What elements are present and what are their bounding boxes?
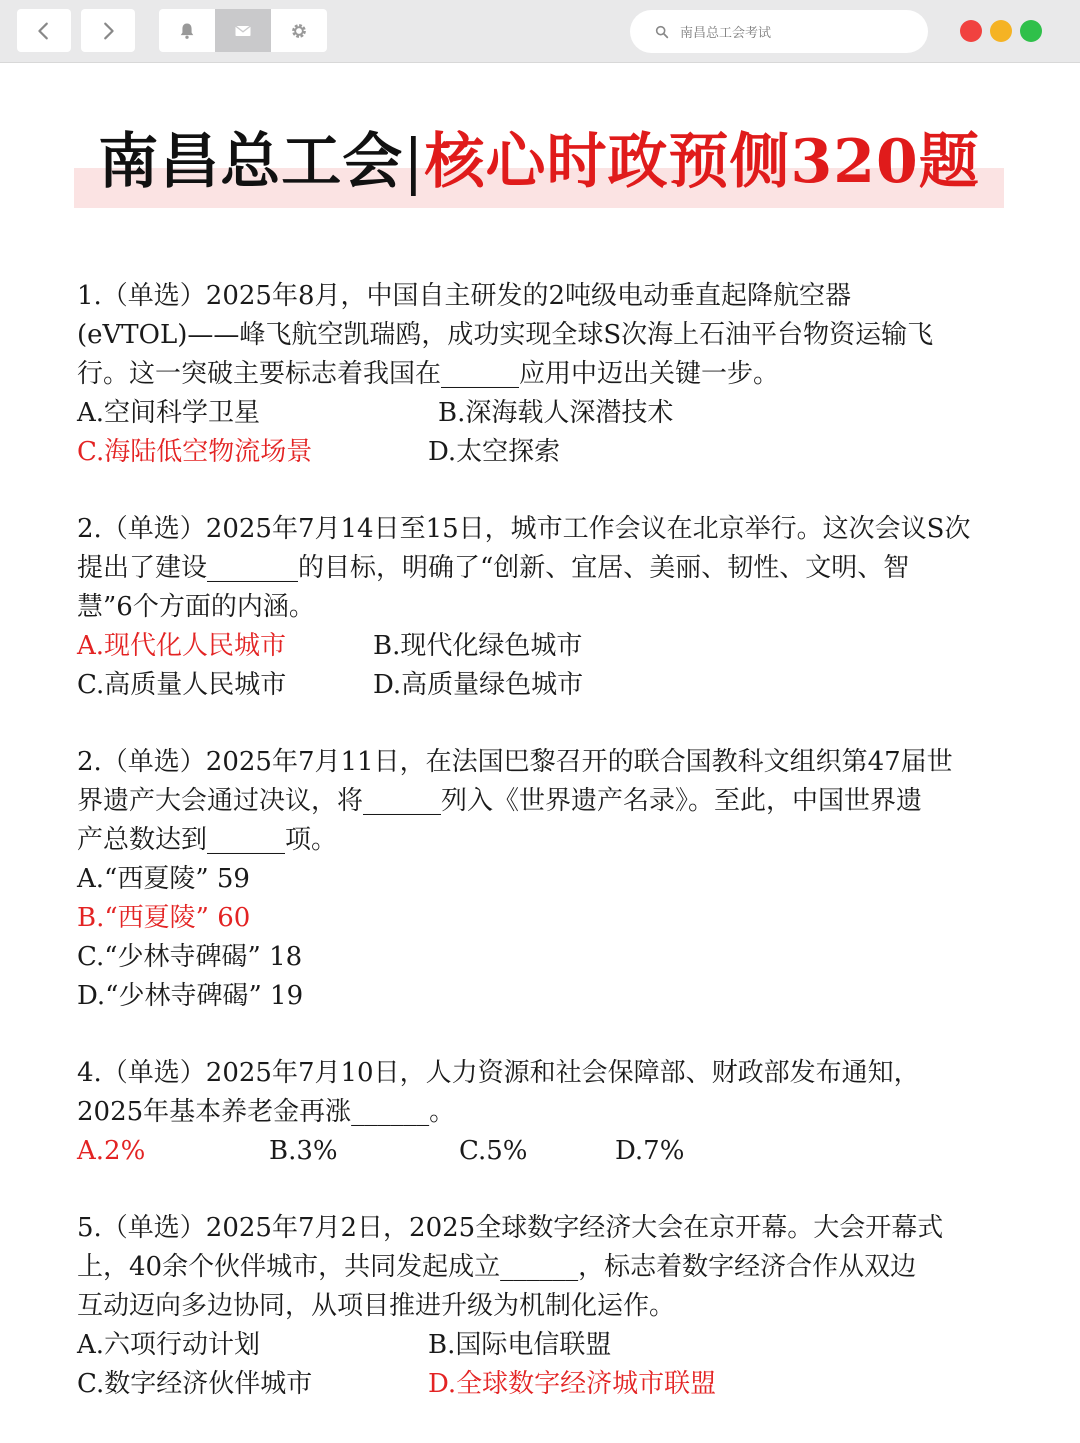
question-text-line: 2.（单选）2025年7月11日，在法国巴黎召开的联合国教科文组织第47届世 [77, 747, 953, 777]
maximize-dot[interactable] [1020, 20, 1042, 42]
option-row [77, 938, 1007, 977]
option-c[interactable]: C.5% [459, 1136, 528, 1166]
question-text-line: 5.（单选）2025年7月2日，2025全球数字经济大会在京开幕。大会开幕式 [77, 1213, 944, 1243]
window-controls [960, 20, 1042, 42]
question-list [77, 277, 1007, 1442]
question-text-line: 提出了建设_______的目标，明确了“创新、宜居、美丽、韧性、文明、智 [77, 553, 910, 583]
bell-icon [177, 21, 197, 41]
close-dot[interactable] [960, 20, 982, 42]
option-row [77, 899, 1007, 938]
option-row [77, 394, 1007, 433]
option-row [77, 1365, 1007, 1404]
question-text-line: 慧”6个方面的内涵。 [77, 592, 315, 622]
option-row [77, 433, 1007, 472]
option-d[interactable]: D.“少林寺碑碣” 19 [77, 981, 304, 1011]
minimize-dot[interactable] [990, 20, 1012, 42]
option-row [77, 666, 1007, 705]
option-d[interactable]: D.太空探索 [428, 437, 561, 467]
chevron-left-icon [33, 20, 55, 42]
option-row [77, 977, 1007, 1016]
option-a-correct[interactable]: A.2% [77, 1136, 146, 1166]
question-text-line: 2.（单选）2025年7月14日至15日，城市工作会议在北京举行。这次会议S次 [77, 514, 971, 544]
question-text-line: 上，40余个伙伴城市，共同发起成立______，标志着数字经济合作从双边 [77, 1252, 917, 1282]
option-row [77, 1326, 1007, 1365]
option-a[interactable]: A.六项行动计划 [77, 1330, 261, 1360]
option-b[interactable]: B.现代化绿色城市 [373, 631, 583, 661]
question-3 [77, 743, 1007, 1016]
question-text-line: 1.（单选）2025年8月，中国自主研发的2吨级电动垂直起降航空器 [77, 281, 852, 311]
question-text-line: 4.（单选）2025年7月10日，人力资源和社会保障部、财政部发布通知， [77, 1058, 920, 1088]
option-c[interactable]: C.数字经济伙伴城市 [77, 1369, 313, 1399]
option-d[interactable]: D.高质量绿色城市 [373, 670, 584, 700]
mail-button[interactable] [215, 9, 271, 52]
question-5 [77, 1209, 1007, 1404]
option-c[interactable]: C.高质量人民城市 [77, 670, 287, 700]
question-4 [77, 1054, 1007, 1171]
mail-icon [233, 21, 253, 41]
question-2 [77, 510, 1007, 705]
back-button[interactable] [17, 9, 71, 52]
forward-button[interactable] [81, 9, 135, 52]
option-row [77, 1132, 1007, 1171]
option-c-correct[interactable]: C.海陆低空物流场景 [77, 437, 313, 467]
title-left: 南昌总工会 [98, 127, 404, 197]
title-right: 核心时政预侧320题 [424, 127, 980, 197]
gear-icon [289, 21, 309, 41]
option-row [77, 627, 1007, 666]
settings-button[interactable] [271, 9, 327, 52]
question-text-line: (eVTOL)——峰飞航空凯瑞鸥，成功实现全球S次海上石油平台物资运输飞 [77, 320, 934, 350]
option-row [77, 860, 1007, 899]
option-b[interactable]: B.深海载人深潜技术 [438, 398, 674, 428]
title-separator: | [403, 127, 425, 197]
option-b-correct[interactable]: B.“西夏陵” 60 [77, 903, 251, 933]
question-text-line: 互动迈向多边协同，从项目推进升级为机制化运作。 [77, 1291, 676, 1321]
page-title [74, 120, 1004, 204]
option-a[interactable]: A.“西夏陵” 59 [77, 864, 250, 894]
question-text-line: 2025年基本养老金再涨______。 [77, 1097, 456, 1127]
page-title-block [74, 120, 1004, 210]
tool-group [159, 9, 327, 52]
search-bar[interactable] [630, 10, 928, 53]
search-input[interactable]: 南昌总工会考试 [680, 26, 772, 41]
option-c[interactable]: C.“少林寺碑碣” 18 [77, 942, 303, 972]
question-text-line: 行。这一突破主要标志着我国在______应用中迈出关键一步。 [77, 359, 780, 389]
option-d-correct[interactable]: D.全球数字经济城市联盟 [428, 1369, 717, 1399]
search-icon [654, 24, 670, 40]
option-d[interactable]: D.7% [615, 1136, 685, 1166]
option-b[interactable]: B.3% [269, 1136, 338, 1166]
option-a[interactable]: A.空间科学卫星 [77, 398, 261, 428]
question-1 [77, 277, 1007, 472]
question-text-line: 界遗产大会通过决议，将______列入《世界遗产名录》。至此，中国世界遗 [77, 786, 923, 816]
question-text-line: 产总数达到______项。 [77, 825, 338, 855]
chevron-right-icon [97, 20, 119, 42]
top-toolbar [0, 0, 1080, 63]
notifications-button[interactable] [159, 9, 215, 52]
option-b[interactable]: B.国际电信联盟 [428, 1330, 612, 1360]
option-a-correct[interactable]: A.现代化人民城市 [77, 631, 287, 661]
